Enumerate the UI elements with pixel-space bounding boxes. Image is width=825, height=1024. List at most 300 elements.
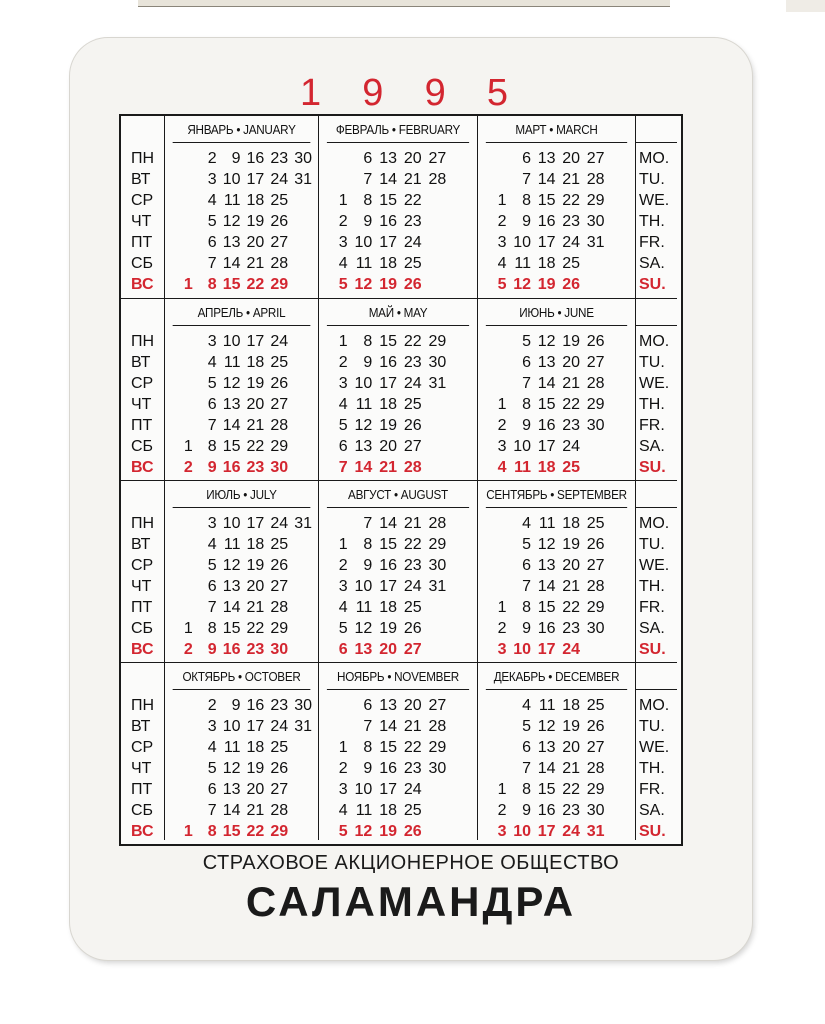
month-days <box>325 695 473 842</box>
month-days <box>325 148 473 295</box>
month-days <box>171 331 314 478</box>
day-number: 30 <box>294 697 312 714</box>
weekday-label: SU. <box>639 459 666 476</box>
day-number: 4 <box>207 354 217 371</box>
day-number: 27 <box>586 557 605 574</box>
day-number: 8 <box>522 192 531 209</box>
day-number: 4 <box>497 459 507 476</box>
weekday-column-en <box>635 116 677 298</box>
day-number: 4 <box>338 599 348 616</box>
day-number: 28 <box>270 255 289 272</box>
month-days <box>171 513 314 660</box>
day-number: 16 <box>537 620 556 637</box>
day-number: 27 <box>403 438 422 455</box>
weekday-label: FR. <box>639 417 665 434</box>
day-number: 3 <box>338 578 348 595</box>
day-number: 25 <box>403 802 422 819</box>
weekday-label: WE. <box>639 557 670 574</box>
day-number: 1 <box>183 438 193 455</box>
day-number: 9 <box>522 417 531 434</box>
day-number: 19 <box>246 557 265 574</box>
weekday-label: SA. <box>639 255 665 272</box>
day-number: 18 <box>537 255 556 272</box>
day-number: 9 <box>363 557 373 574</box>
day-number: 26 <box>586 333 605 350</box>
day-number: 25 <box>270 192 289 209</box>
day-number: 26 <box>403 823 422 840</box>
day-number: 6 <box>363 697 373 714</box>
month-block <box>164 480 318 662</box>
month-header: ЯНВАРЬ • JANUARY <box>173 116 311 143</box>
day-number: 19 <box>246 760 265 777</box>
day-number: 8 <box>363 192 373 209</box>
day-number: 8 <box>363 739 373 756</box>
day-number: 7 <box>363 718 373 735</box>
day-number: 22 <box>403 333 422 350</box>
day-number: 21 <box>246 417 265 434</box>
day-number: 4 <box>207 192 217 209</box>
day-number: 2 <box>497 417 507 434</box>
day-number: 7 <box>522 375 531 392</box>
day-number: 6 <box>522 354 531 371</box>
day-number: 6 <box>338 438 348 455</box>
day-number: 15 <box>222 620 241 637</box>
header-spacer <box>636 299 677 326</box>
weekday-label: ПН <box>131 697 155 714</box>
day-number: 28 <box>428 171 447 188</box>
day-number: 1 <box>183 276 193 293</box>
day-number: 30 <box>586 802 605 819</box>
day-number: 27 <box>270 578 289 595</box>
day-number: 5 <box>207 760 217 777</box>
weekday-label: ВТ <box>131 354 151 371</box>
day-number: 10 <box>222 171 241 188</box>
header-spacer <box>636 663 677 690</box>
day-number: 18 <box>379 255 397 272</box>
day-number: 7 <box>338 459 348 476</box>
day-number: 26 <box>562 276 580 293</box>
day-number: 5 <box>338 823 348 840</box>
day-number: 3 <box>207 333 217 350</box>
day-number: 26 <box>270 375 289 392</box>
day-number: 4 <box>207 739 217 756</box>
weekday-label: TH. <box>639 760 665 777</box>
day-number: 5 <box>338 276 348 293</box>
day-number: 13 <box>537 739 556 756</box>
day-number: 19 <box>562 718 580 735</box>
day-number: 7 <box>522 760 531 777</box>
day-number: 17 <box>537 438 556 455</box>
day-number: 2 <box>207 150 217 167</box>
day-number: 12 <box>354 620 373 637</box>
day-number: 23 <box>562 802 580 819</box>
day-number: 5 <box>207 375 217 392</box>
day-number: 27 <box>428 150 447 167</box>
weekday-label: СБ <box>131 255 154 272</box>
day-number: 6 <box>522 739 531 756</box>
day-number: 29 <box>270 620 289 637</box>
day-number: 29 <box>270 276 289 293</box>
day-number: 5 <box>207 557 217 574</box>
weekday-label: ВС <box>131 459 154 476</box>
day-number: 10 <box>513 823 531 840</box>
day-number: 30 <box>586 620 605 637</box>
day-number: 11 <box>514 459 531 476</box>
day-number: 11 <box>223 739 241 756</box>
weekday-label: TU. <box>639 171 665 188</box>
weekday-label: ЧТ <box>131 396 152 413</box>
day-number: 5 <box>497 276 507 293</box>
day-number: 14 <box>222 802 241 819</box>
weekday-column-en <box>635 480 677 662</box>
day-number: 15 <box>537 192 556 209</box>
day-number: 3 <box>497 641 507 658</box>
day-number: 10 <box>354 578 373 595</box>
month-block <box>318 662 477 840</box>
day-number: 13 <box>222 396 241 413</box>
month-days <box>484 148 631 295</box>
weekday-label: WE. <box>639 192 670 209</box>
day-number: 23 <box>246 641 265 658</box>
month-header: МАРТ • MARCH <box>486 116 627 143</box>
day-number: 17 <box>379 375 397 392</box>
day-number: 12 <box>537 333 556 350</box>
day-number: 7 <box>522 578 531 595</box>
day-number: 16 <box>537 213 556 230</box>
header-spacer <box>636 116 677 143</box>
day-number: 28 <box>270 802 289 819</box>
day-number: 12 <box>537 536 556 553</box>
day-number: 18 <box>379 802 397 819</box>
day-number: 2 <box>183 641 193 658</box>
day-number: 24 <box>270 515 289 532</box>
day-number: 17 <box>246 515 265 532</box>
day-number: 13 <box>222 234 241 251</box>
day-number: 3 <box>338 375 348 392</box>
weekday-label: ВТ <box>131 171 151 188</box>
day-number: 12 <box>222 375 241 392</box>
day-number: 31 <box>586 823 605 840</box>
day-number: 3 <box>497 234 507 251</box>
day-number: 17 <box>379 578 397 595</box>
day-number: 8 <box>207 823 217 840</box>
day-number: 14 <box>537 760 556 777</box>
day-number: 30 <box>294 150 312 167</box>
day-number: 15 <box>379 333 397 350</box>
day-number: 7 <box>522 171 531 188</box>
day-number: 6 <box>207 234 217 251</box>
day-number: 9 <box>231 697 241 714</box>
month-block <box>477 298 635 480</box>
day-number: 13 <box>537 557 556 574</box>
day-number: 18 <box>562 697 580 714</box>
day-number: 25 <box>403 255 422 272</box>
day-number: 22 <box>562 781 580 798</box>
day-number: 1 <box>338 192 348 209</box>
day-number: 23 <box>270 697 289 714</box>
day-number: 21 <box>246 599 265 616</box>
day-number: 4 <box>522 697 531 714</box>
day-number: 13 <box>222 578 241 595</box>
day-number: 20 <box>403 697 422 714</box>
day-number: 9 <box>363 760 373 777</box>
weekday-label: SA. <box>639 620 665 637</box>
weekday-label: MO. <box>639 515 670 532</box>
weekday-label: СБ <box>131 438 154 455</box>
month-days <box>484 695 631 842</box>
calendar-card <box>70 38 752 960</box>
day-number: 10 <box>513 438 531 455</box>
month-days <box>325 331 473 478</box>
day-number: 22 <box>562 192 580 209</box>
day-number: 27 <box>270 396 289 413</box>
day-number: 12 <box>537 718 556 735</box>
day-number: 3 <box>497 438 507 455</box>
day-number: 13 <box>354 438 373 455</box>
day-number: 2 <box>497 213 507 230</box>
day-number: 21 <box>403 718 422 735</box>
day-number: 31 <box>586 234 605 251</box>
month-days <box>171 148 314 295</box>
day-number: 1 <box>497 599 507 616</box>
day-number: 21 <box>562 760 580 777</box>
weekday-label: СР <box>131 375 154 392</box>
day-number: 1 <box>338 536 348 553</box>
day-number: 6 <box>207 396 217 413</box>
day-number: 15 <box>379 739 397 756</box>
day-number: 2 <box>183 459 193 476</box>
day-number: 9 <box>207 459 217 476</box>
day-number: 26 <box>270 557 289 574</box>
company-line: СТРАХОВОЕ АКЦИОНЕРНОЕ ОБЩЕСТВО <box>202 852 620 874</box>
day-number: 5 <box>338 417 348 434</box>
day-number: 3 <box>497 823 507 840</box>
day-number: 13 <box>379 697 397 714</box>
weekday-label: СБ <box>131 802 154 819</box>
day-number: 22 <box>562 599 580 616</box>
day-number: 17 <box>537 641 556 658</box>
day-number: 14 <box>222 417 241 434</box>
day-number: 12 <box>354 276 373 293</box>
day-number: 18 <box>246 192 265 209</box>
year-digit: 9 <box>424 72 448 114</box>
calendar-grid <box>119 114 683 846</box>
weekday-label: ЧТ <box>131 213 152 230</box>
day-number: 26 <box>403 276 422 293</box>
day-number: 26 <box>586 718 605 735</box>
day-number: 19 <box>379 276 397 293</box>
month-block <box>318 116 477 298</box>
day-number: 7 <box>207 599 217 616</box>
day-number: 9 <box>231 150 241 167</box>
day-number: 9 <box>522 620 531 637</box>
day-number: 24 <box>403 375 422 392</box>
day-number: 2 <box>338 213 348 230</box>
day-number: 30 <box>428 760 447 777</box>
day-number: 18 <box>246 739 265 756</box>
day-number: 18 <box>537 459 556 476</box>
day-number: 10 <box>354 781 373 798</box>
day-number: 15 <box>379 192 397 209</box>
day-number: 24 <box>403 578 422 595</box>
day-number: 11 <box>538 515 556 532</box>
day-number: 31 <box>294 171 312 188</box>
day-number: 29 <box>586 192 605 209</box>
day-number: 10 <box>354 234 373 251</box>
year-digit: 1 <box>300 72 324 114</box>
day-number: 16 <box>379 213 397 230</box>
day-number: 8 <box>207 276 217 293</box>
day-number: 20 <box>246 781 265 798</box>
day-number: 3 <box>338 234 348 251</box>
month-header: ОКТЯБРЬ • OCTOBER <box>173 663 311 690</box>
day-number: 5 <box>522 718 531 735</box>
month-block <box>477 662 635 840</box>
year-digit: 5 <box>486 72 510 114</box>
day-number: 25 <box>403 396 422 413</box>
weekday-label: MO. <box>639 333 670 350</box>
day-number: 13 <box>222 781 241 798</box>
paper-scrap-corner <box>786 0 825 12</box>
day-number: 22 <box>403 536 422 553</box>
day-number: 6 <box>522 557 531 574</box>
day-number: 4 <box>338 802 348 819</box>
day-number: 29 <box>428 536 447 553</box>
day-number: 8 <box>522 396 531 413</box>
day-number: 17 <box>246 333 265 350</box>
day-number: 25 <box>270 536 289 553</box>
day-number: 6 <box>207 578 217 595</box>
day-number: 24 <box>270 171 289 188</box>
day-number: 1 <box>497 192 507 209</box>
weekday-label: WE. <box>639 739 670 756</box>
day-number: 14 <box>379 718 397 735</box>
day-number: 7 <box>363 515 373 532</box>
day-number: 22 <box>246 438 265 455</box>
day-number: 20 <box>246 234 265 251</box>
weekday-label: СБ <box>131 620 154 637</box>
day-number: 21 <box>403 515 422 532</box>
day-number: 13 <box>537 354 556 371</box>
day-number: 13 <box>354 641 373 658</box>
month-header: СЕНТЯБРЬ • SEPTEMBER <box>486 481 627 508</box>
weekday-label: MO. <box>639 150 670 167</box>
day-number: 2 <box>338 557 348 574</box>
day-number: 11 <box>355 255 373 272</box>
day-number: 26 <box>270 213 289 230</box>
day-number: 19 <box>246 375 265 392</box>
day-number: 12 <box>354 823 373 840</box>
month-header: НОЯБРЬ • NOVEMBER <box>327 663 469 690</box>
day-number: 23 <box>403 354 422 371</box>
day-number: 18 <box>246 354 265 371</box>
day-number: 11 <box>538 697 556 714</box>
day-number: 23 <box>562 213 580 230</box>
day-number: 8 <box>207 620 217 637</box>
month-block <box>318 298 477 480</box>
day-number: 24 <box>403 781 422 798</box>
day-number: 14 <box>379 515 397 532</box>
day-number: 16 <box>379 557 397 574</box>
brand-logo: САЛАМАНДРА <box>245 878 577 925</box>
day-number: 25 <box>270 739 289 756</box>
day-number: 24 <box>562 641 580 658</box>
day-number: 15 <box>537 599 556 616</box>
month-header: АВГУСТ • AUGUST <box>327 481 469 508</box>
day-number: 13 <box>537 150 556 167</box>
day-number: 4 <box>338 255 348 272</box>
day-number: 6 <box>207 781 217 798</box>
weekday-label: FR. <box>639 599 665 616</box>
month-block <box>164 662 318 840</box>
day-number: 4 <box>497 255 507 272</box>
day-number: 11 <box>514 255 531 272</box>
day-number: 20 <box>246 396 265 413</box>
day-number: 14 <box>537 171 556 188</box>
year-title <box>300 72 510 115</box>
day-number: 27 <box>270 234 289 251</box>
day-number: 30 <box>428 557 447 574</box>
day-number: 12 <box>354 417 373 434</box>
weekday-label: ВС <box>131 823 154 840</box>
day-number: 15 <box>222 823 241 840</box>
weekday-column-ru <box>121 116 164 298</box>
day-number: 16 <box>537 417 556 434</box>
day-number: 20 <box>379 641 397 658</box>
day-number: 26 <box>270 760 289 777</box>
day-number: 12 <box>222 213 241 230</box>
day-number: 20 <box>562 354 580 371</box>
day-number: 5 <box>207 213 217 230</box>
month-header: ДЕКАБРЬ • DECEMBER <box>486 663 627 690</box>
day-number: 3 <box>207 718 217 735</box>
weekday-column-en <box>635 662 677 840</box>
weekday-column-ru <box>121 298 164 480</box>
day-number: 2 <box>338 760 348 777</box>
day-number: 27 <box>403 641 422 658</box>
day-number: 11 <box>355 396 373 413</box>
day-number: 9 <box>363 354 373 371</box>
day-number: 31 <box>428 375 447 392</box>
weekday-column-ru <box>121 662 164 840</box>
weekday-label: ПТ <box>131 599 153 616</box>
month-block <box>477 116 635 298</box>
day-number: 1 <box>497 396 507 413</box>
month-days <box>325 513 473 660</box>
day-number: 11 <box>223 536 241 553</box>
day-number: 25 <box>562 459 580 476</box>
month-header: ИЮЛЬ • JULY <box>173 481 311 508</box>
day-number: 27 <box>428 697 447 714</box>
month-block <box>164 298 318 480</box>
day-number: 11 <box>223 192 241 209</box>
day-number: 19 <box>562 333 580 350</box>
day-number: 10 <box>222 333 241 350</box>
day-number: 29 <box>270 823 289 840</box>
weekday-label: SA. <box>639 802 665 819</box>
header-spacer <box>636 481 677 508</box>
day-number: 14 <box>354 459 373 476</box>
day-number: 27 <box>586 150 605 167</box>
day-number: 13 <box>379 150 397 167</box>
day-number: 15 <box>222 438 241 455</box>
day-number: 1 <box>183 823 193 840</box>
day-number: 23 <box>403 213 422 230</box>
day-number: 25 <box>562 255 580 272</box>
weekday-label: ВС <box>131 276 154 293</box>
paper-scrap-top <box>138 0 670 7</box>
weekday-label: TU. <box>639 536 665 553</box>
